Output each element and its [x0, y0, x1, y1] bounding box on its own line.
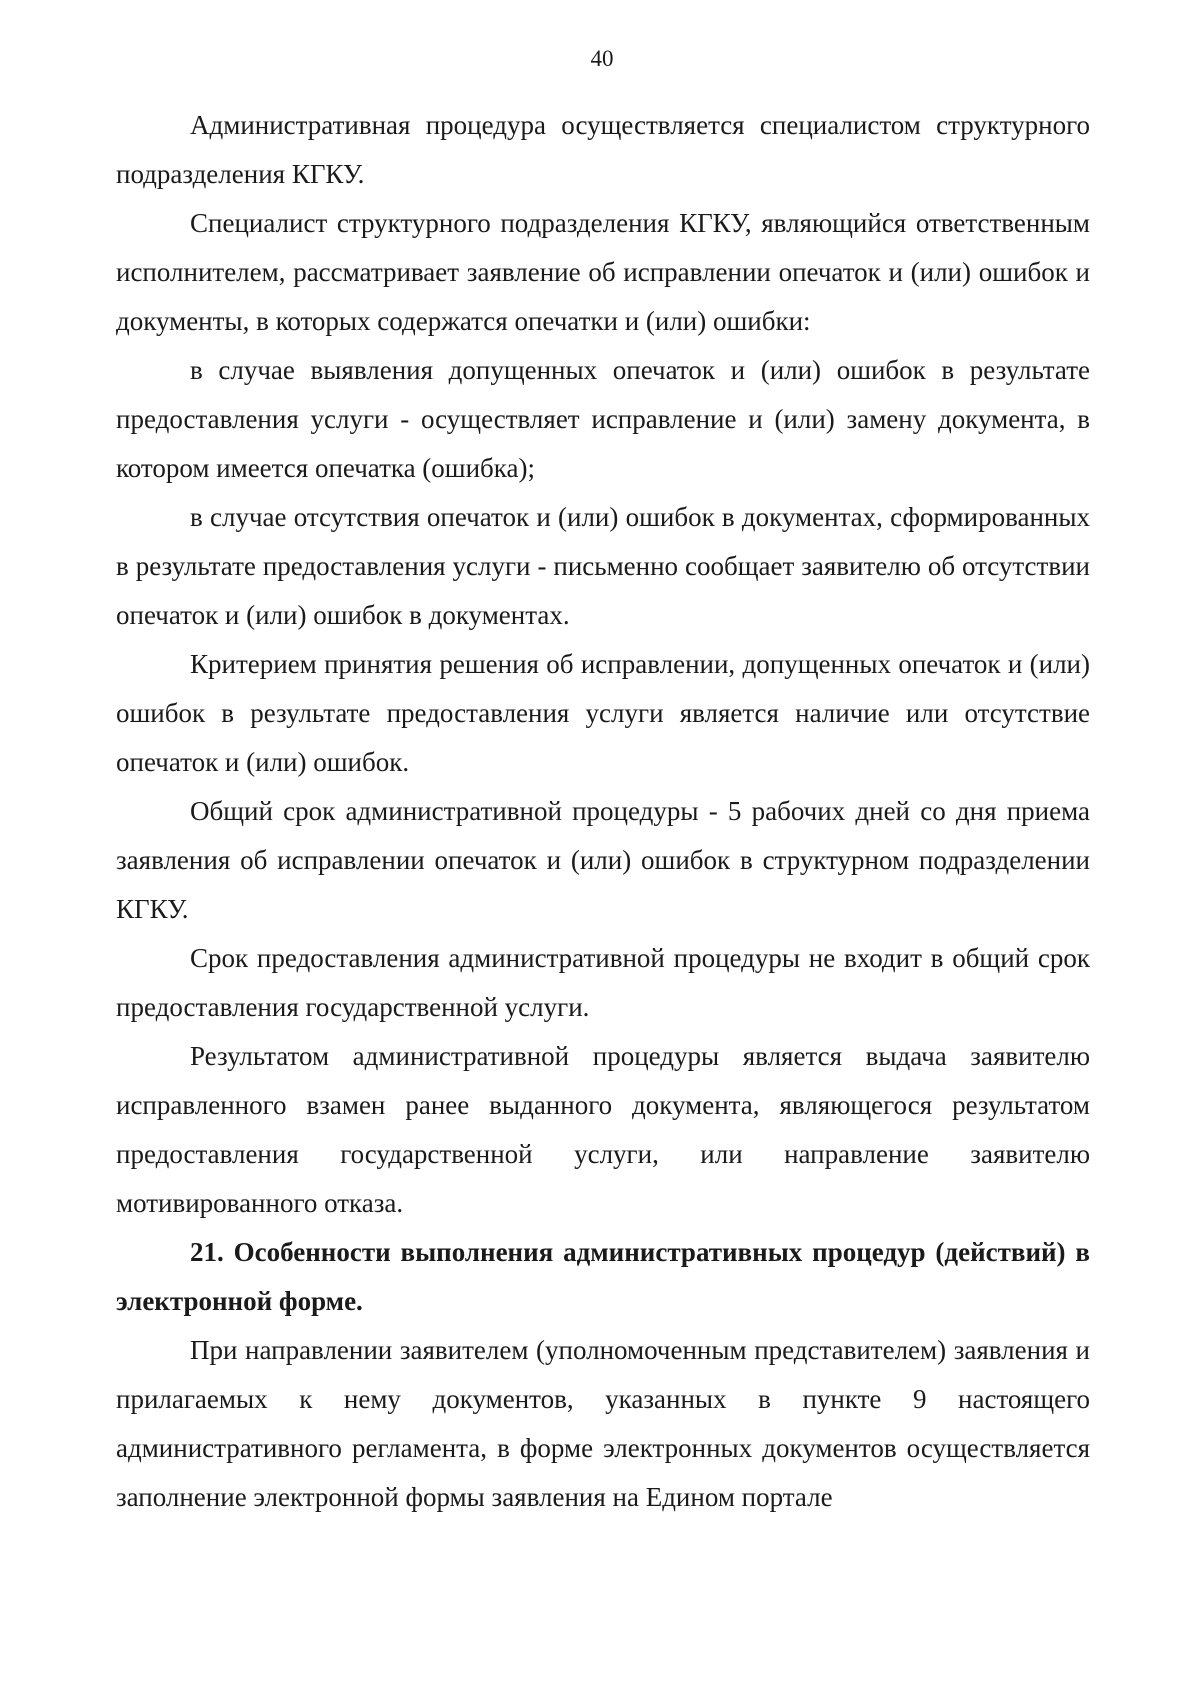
paragraph-no-errors: в случае отсутствия опечаток и (или) ошибок в документах, сформированных в результате предоставления услуги - письменно сообщает заявителю об отсутствии опечаток и (или) ошибок в документах.: [116, 502, 1090, 630]
paragraph-term-exclusion: Срок предоставления административной процедуры не входит в общий срок предоставления государственной услуги.: [116, 943, 1090, 1022]
paragraph-specialist-review: Специалист структурного подразделения КГКУ, являющийся ответственным исполнителем, рассматривает заявление об исправлении опечаток и (или) ошибок и документы, в которых содержатся опечатки и (или) ошибки:: [116, 208, 1090, 336]
paragraph-procedure-result: Результатом административной процедуры является выдача заявителю исправленного взамен ранее выданного документа, являющегося результатом предоставления государственной услуги, или направление заявителю мотивированного отказа.: [116, 1041, 1090, 1218]
paragraph-decision-criterion: Критерием принятия решения об исправлении, допущенных опечаток и (или) ошибок в результате предоставления услуги является наличие или отсутствие опечаток и (или) ошибок.: [116, 649, 1090, 777]
paragraph-errors-found: в случае выявления допущенных опечаток и (или) ошибок в результате предоставления услуги - осуществляет исправление и (или) замену документа, в котором имеется опечатка (ошибка);: [116, 355, 1090, 483]
document-body: [116, 101, 1090, 1522]
paragraph-electronic-submission: При направлении заявителем (уполномоченным представителем) заявления и прилагаемых к нему документов, указанных в пункте 9 настоящего административного регламента, в форме электронных документов осуществляется заполнение электронной формы заявления на Едином портале: [116, 1335, 1090, 1512]
paragraph-procedure-performer: Административная процедура осуществляется специалистом структурного подразделения КГКУ.: [116, 110, 1090, 189]
section-heading: 21. Особенности выполнения административных процедур (действий) в электронной форме.: [116, 1237, 1090, 1316]
page-number: 40: [590, 46, 614, 71]
paragraph-total-term: Общий срок административной процедуры - 5 рабочих дней со дня приема заявления об исправлении опечаток и (или) ошибок в структурном подразделении КГКУ.: [116, 796, 1090, 924]
